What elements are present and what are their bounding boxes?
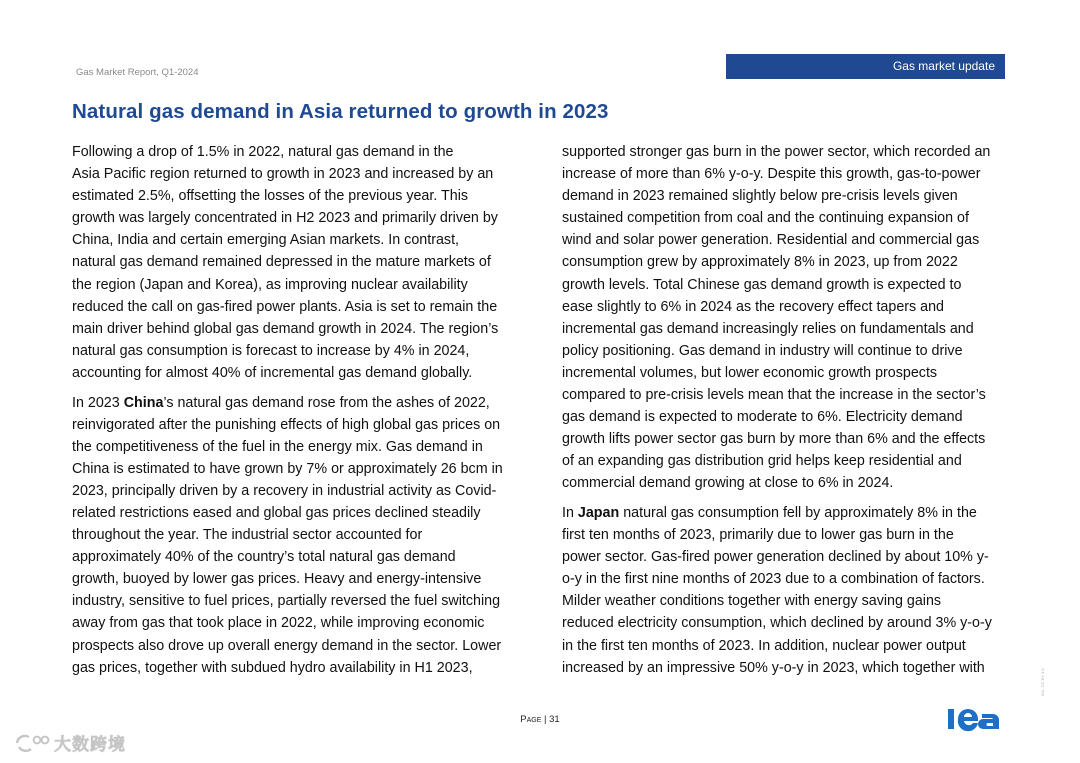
text-line: power sector. Gas-fired power generation declined by about 10% y- <box>562 549 989 566</box>
text-line: policy positioning. Gas demand in industry will continue to drive <box>562 342 963 359</box>
text-line: prospects also drove up overall energy demand in the sector. Lower <box>72 637 502 654</box>
side-credit: IEA. CC BY 4.0. <box>1040 667 1045 696</box>
text-line: supported stronger gas burn in the power sector, which recorded an <box>562 144 991 160</box>
text-line: growth, buoyed by lower gas prices. Heavy and energy-intensive <box>72 571 482 588</box>
text-line: consumption grew by approximately 8% in 2023, up from 2022 <box>562 254 958 271</box>
iea-logo-icon <box>944 702 1006 734</box>
text-line: industry, sensitive to fuel prices, partially reversed the fuel switching <box>72 593 501 610</box>
text-line: accounting for almost 40% of incremental gas demand globally. <box>72 364 473 381</box>
text-line: reinvigorated after the punishing effects of high global gas prices on <box>72 416 501 433</box>
page-title: Natural gas demand in Asia returned to growth in 2023 <box>72 100 609 123</box>
text-line: China is estimated to have grown by 7% or approximately 26 bcm in <box>72 460 503 477</box>
text-line: of an expanding gas distribution grid helps keep residential and <box>562 453 962 470</box>
keyword-japan: Japan <box>577 505 620 521</box>
text-line: natural gas consumption is forecast to increase by 4% in 2024, <box>72 342 470 359</box>
text-run: In 2023 <box>72 394 124 411</box>
text-line: growth was largely concentrated in H2 2023 and primarily driven by <box>72 210 498 227</box>
watermark <box>14 730 126 755</box>
text-line: gas prices, together with subdued hydro availability in H1 2023, <box>72 659 473 676</box>
report-label: Gas Market Report, Q1-2024 <box>76 67 199 78</box>
text-line: Milder weather conditions together with energy saving gains <box>562 593 942 610</box>
text-line: reduced the call on gas-fired power plants. Asia is set to remain the <box>72 298 498 315</box>
text-line: the region (Japan and Korea), as improving nuclear availability <box>72 276 468 293</box>
text-line: o-y in the first nine months of 2023 due to a combination of factors. <box>562 571 985 588</box>
page-number-value: 31 <box>549 714 560 725</box>
page-number: Page | 31 <box>520 714 560 725</box>
section-tag: Gas market update <box>726 54 1005 79</box>
text-line: Asia Pacific region returned to growth in 2023 and increased by an <box>72 166 494 183</box>
watermark-text: 大数跨境 <box>54 735 126 754</box>
left-paragraph-1 <box>72 141 524 384</box>
text-run: natural gas consumption fell by approximately 8% in the <box>619 505 977 521</box>
text-line: reduced electricity consumption, which declined by around 3% y-o-y <box>562 615 992 632</box>
text-line: commercial demand growing at close to 6% in 2024. <box>562 475 894 492</box>
left-column <box>72 141 524 679</box>
text-line: increased by an impressive 50% y-o-y in 2023, which together with <box>562 659 985 676</box>
text-line <box>72 392 524 414</box>
text-line: demand in 2023 remained slightly below pre-crisis levels given <box>562 188 958 205</box>
text-line: growth lifts power sector gas burn by more than 6% and the effects <box>562 431 986 448</box>
text-line: estimated 2.5%, offsetting the losses of the previous year. This <box>72 188 469 205</box>
watermark-logo-icon <box>14 731 50 755</box>
page-word: Page <box>520 714 542 725</box>
text-line: growth levels. Total Chinese gas demand growth is expected to <box>562 276 962 293</box>
text-line: away from gas that took place in 2022, while improving economic <box>72 615 485 632</box>
text-line: Following a drop of 1.5% in 2022, natural gas demand in the <box>72 144 454 160</box>
keyword-china: China <box>123 394 164 411</box>
text-line: increase of more than 6% y-o-y. Despite this growth, gas-to-power <box>562 166 981 183</box>
right-paragraph-1 <box>562 141 1012 495</box>
text-line: the competitiveness of the fuel in the energy mix. Gas demand in <box>72 438 483 455</box>
left-paragraph-2 <box>72 392 524 679</box>
text-line <box>562 502 1012 524</box>
text-line: incremental volumes, but lower economic growth prospects <box>562 364 938 381</box>
text-line: approximately 40% of the country’s total natural gas demand <box>72 549 456 566</box>
text-line: gas demand is expected to moderate to 6%. Electricity demand <box>562 409 963 426</box>
text-line: China, India and certain emerging Asian markets. In contrast, <box>72 232 460 249</box>
iea-logo <box>944 702 1006 739</box>
text-line: ease slightly to 6% in 2024 as the recovery effect tapers and <box>562 298 945 315</box>
text-line: related restrictions eased and global gas prices declined steadily <box>72 505 481 521</box>
text-line: wind and solar power generation. Residential and commercial gas <box>562 232 980 249</box>
text-line: incremental gas demand increasingly relies on fundamentals and <box>562 320 974 337</box>
right-paragraph-2 <box>562 502 1012 679</box>
text-line: first ten months of 2023, primarily due to lower gas burn in the <box>562 527 954 544</box>
text-line: 2023, principally driven by a recovery in industrial activity as Covid- <box>72 482 497 499</box>
text-run: ’s natural gas demand rose from the ashes of 2022, <box>163 394 490 411</box>
right-column <box>562 141 1012 679</box>
text-run: In <box>562 505 578 521</box>
text-line: sustained competition from coal and the continuing expansion of <box>562 210 969 227</box>
text-line: compared to pre-crisis levels mean that the increase in the sector’s <box>562 387 986 404</box>
text-line: main driver behind global gas demand growth in 2024. The region’s <box>72 320 499 337</box>
text-line: throughout the year. The industrial sector accounted for <box>72 527 423 544</box>
text-line: natural gas demand remained depressed in the mature markets of <box>72 254 491 271</box>
text-line: in the first ten months of 2023. In addition, nuclear power output <box>562 637 966 654</box>
